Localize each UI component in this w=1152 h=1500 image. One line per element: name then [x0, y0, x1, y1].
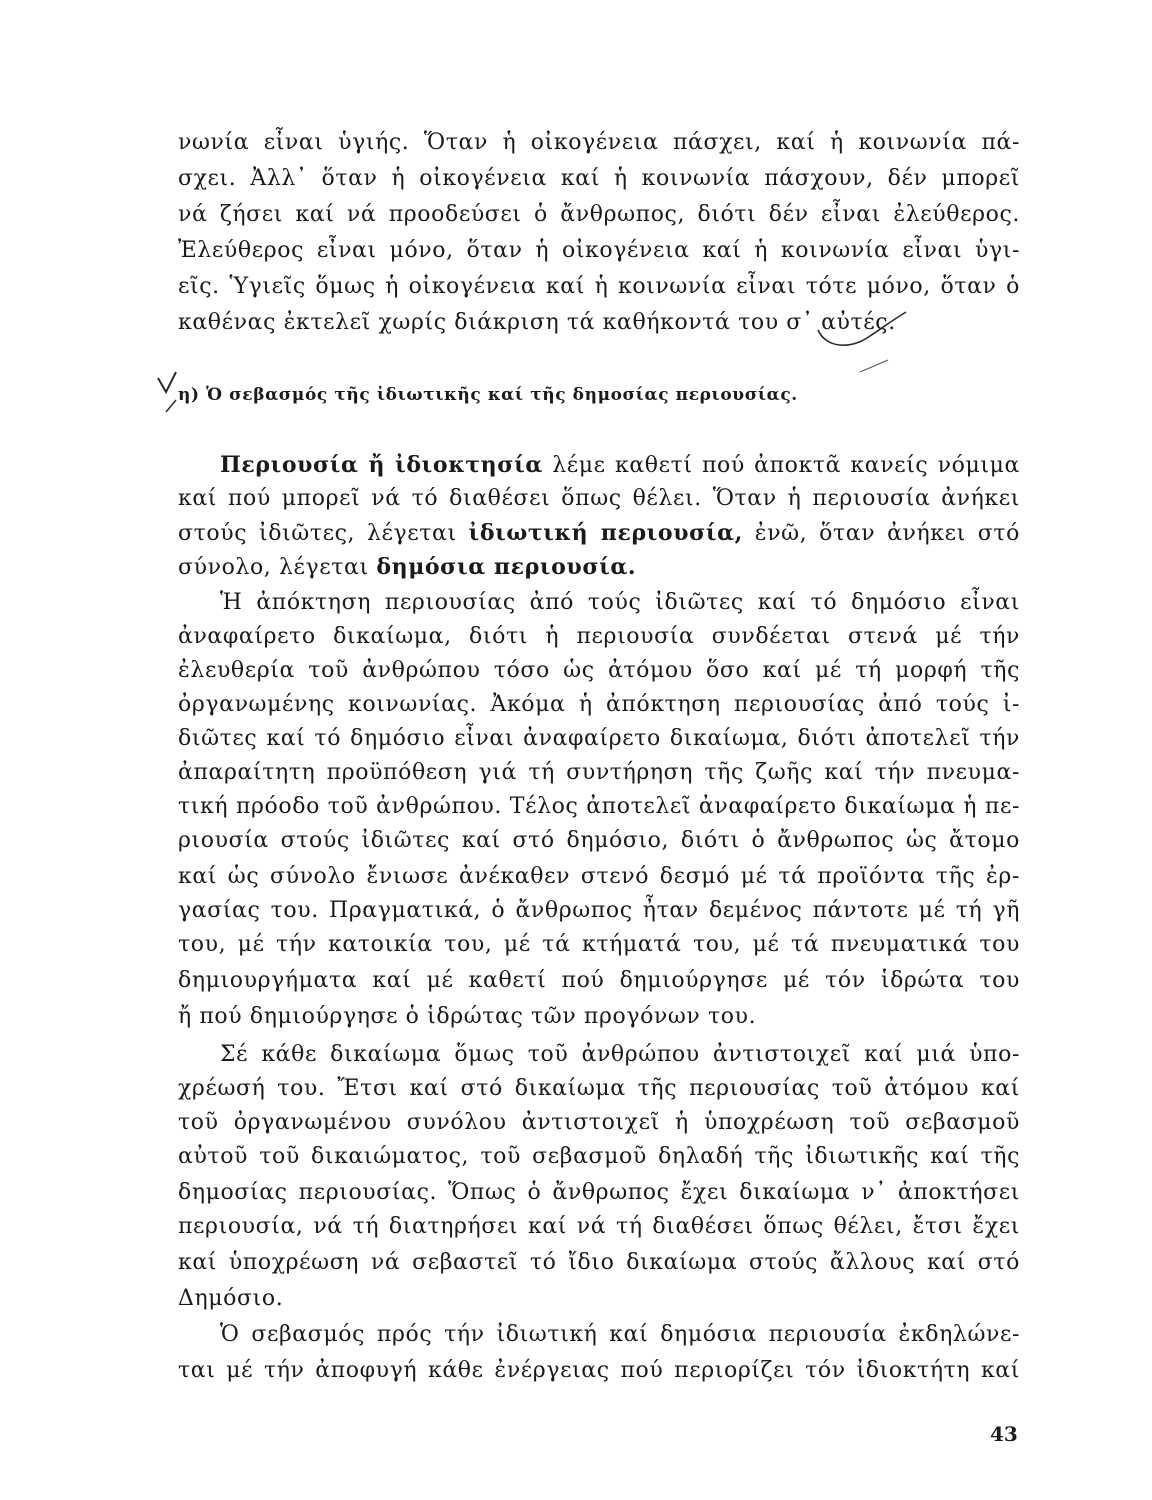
- text-line: ὀργανωμένης κοινωνίας. Ἀκόμα ἡ ἀπόκτηση περιουσίας ἀπό τούς ἰ-: [178, 692, 1020, 717]
- text-line: ἤ πού δημιούργησε ὁ ἱδρώτας τῶν προγόνων του.: [178, 1004, 757, 1029]
- text-span: ἐνῶ, ὅταν ἀνήκει στό: [742, 521, 1020, 546]
- section-heading: η) Ὁ σεβασμός τῆς ἰδιωτικῆς καί τῆς δημοσίας περιουσίας.: [178, 385, 798, 405]
- text-line: Σέ κάθε δικαίωμα ὅμως τοῦ ἀνθρώπου ἀντιστοιχεῖ καί μιά ὑπο-: [220, 1042, 1020, 1067]
- text-line: Ἡ ἀπόκτηση περιουσίας ἀπό τούς ἰδιῶτες καί τό δημόσιο εἶναι: [220, 590, 1020, 615]
- text-line: Ἐλεύθερος εἶναι μόνο, ὅταν ἡ οἰκογένεια καί ἡ κοινωνία εἶναι ὑγι-: [178, 238, 1020, 263]
- text-line: καί ὑποχρέωση νά σεβαστεῖ τό ἴδιο δικαίωμα στούς ἄλλους καί στό: [178, 1250, 1020, 1275]
- page-number: 43: [990, 1422, 1018, 1446]
- text-line: νωνία εἶναι ὑγιής. Ὅταν ἡ οἰκογένεια πάσχει, καί ἡ κοινωνία πά-: [178, 130, 1020, 155]
- text-line: ἐλευθερία τοῦ ἀνθρώπου τόσο ὡς ἀτόμου ὅσο καί μέ τή μορφή τῆς: [178, 658, 1020, 683]
- text-line: ἀναφαίρετο δικαίωμα, διότι ἡ περιουσία συνδέεται στενά μέ τήν: [178, 624, 1020, 649]
- text-line: [178, 518, 1020, 549]
- text-line: ριουσία στούς ἰδιῶτες καί στό δημόσιο, διότι ὁ ἄνθρωπος ὡς ἄτομο: [178, 828, 1020, 853]
- text-line: σχει. Ἀλλ᾽ ὅταν ἡ οἰκογένεια καί ἡ κοινωνία πάσχουν, δέν μπορεῖ: [178, 166, 1020, 191]
- text-line: Ὁ σεβασμός πρός τήν ἰδιωτική καί δημόσια περιουσία ἐκδηλώνε-: [220, 1322, 1020, 1347]
- text-line: καί πού μπορεῖ νά τό διαθέσει ὅπως θέλει. Ὅταν ἡ περιουσία ἀνήκει: [178, 486, 1020, 511]
- text-line: χρέωσή του. Ἔτσι καί στό δικαίωμα τῆς περιουσίας τοῦ ἀτόμου καί: [178, 1076, 1020, 1101]
- text-line: περιουσία, νά τή διατηρήσει καί νά τή διαθέσει ὅπως θέλει, ἔτσι ἔχει: [178, 1214, 1020, 1239]
- bold-term: Περιουσία ἤ ἰδιοκτησία: [220, 452, 543, 478]
- text-line: του, μέ τήν κατοικία του, μέ τά κτήματά του, μέ τά πνευματικά του: [178, 932, 1020, 957]
- bold-term: δημόσια περιουσία.: [376, 554, 637, 580]
- text-line: τική πρόοδο τοῦ ἀνθρώπου. Τέλος ἀποτελεῖ ἀναφαίρετο δικαίωμα ἡ πε-: [178, 794, 1020, 819]
- text-line: καί ὡς σύνολο ἔνιωσε ἀνέκαθεν στενό δεσμό μέ τά προϊόντα τῆς ἐρ-: [178, 864, 1020, 889]
- text-line: εῖς. Ὑγιεῖς ὅμως ἡ οἰκογένεια καί ἡ κοινωνία εἶναι τότε μόνο, ὅταν ὁ: [178, 274, 1020, 299]
- text-line: τοῦ ὀργανωμένου συνόλου ἀντιστοιχεῖ ἡ ὑποχρέωση τοῦ σεβασμοῦ: [178, 1110, 1020, 1135]
- text-span: λέμε καθετί πού ἀποκτᾶ κανείς νόμιμα: [542, 453, 1020, 478]
- text-span: στούς ἰδιῶτες, λέγεται: [178, 521, 469, 546]
- text-span: σύνολο, λέγεται: [178, 555, 377, 580]
- bold-term: ἰδιωτική περιουσία,: [468, 520, 743, 546]
- text-line: διῶτες καί τό δημόσιο εἶναι ἀναφαίρετο δικαίωμα, διότι ἀποτελεῖ τήν: [178, 726, 1020, 751]
- text-line: [178, 552, 1020, 583]
- text-line: καθένας ἐκτελεῖ χωρίς διάκριση τά καθήκοντά του σ᾽ αὐτές.: [178, 310, 896, 335]
- text-line: Δημόσιο.: [178, 1286, 284, 1311]
- text-line: ἀπαραίτητη προϋπόθεση γιά τή συντήρηση τῆς ζωῆς καί τήν πνευμα-: [178, 760, 1020, 785]
- text-line: αὐτοῦ τοῦ δικαιώματος, τοῦ σεβασμοῦ δηλαδή τῆς ἰδιωτικῆς καί τῆς: [178, 1144, 1020, 1169]
- text-line: [220, 450, 1020, 481]
- text-line: δημιουργήματα καί μέ καθετί πού δημιούργησε μέ τόν ἱδρώτα του: [178, 968, 1020, 993]
- text-line: δημοσίας περιουσίας. Ὅπως ὁ ἄνθρωπος ἔχει δικαίωμα ν᾽ ἀποκτήσει: [178, 1180, 1020, 1205]
- text-line: γασίας του. Πραγματικά, ὁ ἄνθρωπος ἦταν δεμένος πάντοτε μέ τή γῆ: [178, 898, 1020, 923]
- text-line: ται μέ τήν ἀποφυγή κάθε ἐνέργειας πού περιορίζει τόν ἰδιοκτήτη καί: [178, 1358, 1020, 1383]
- text-line: νά ζήσει καί νά προοδεύσει ὁ ἄνθρωπος, διότι δέν εἶναι ἐλεύθερος.: [178, 202, 1020, 227]
